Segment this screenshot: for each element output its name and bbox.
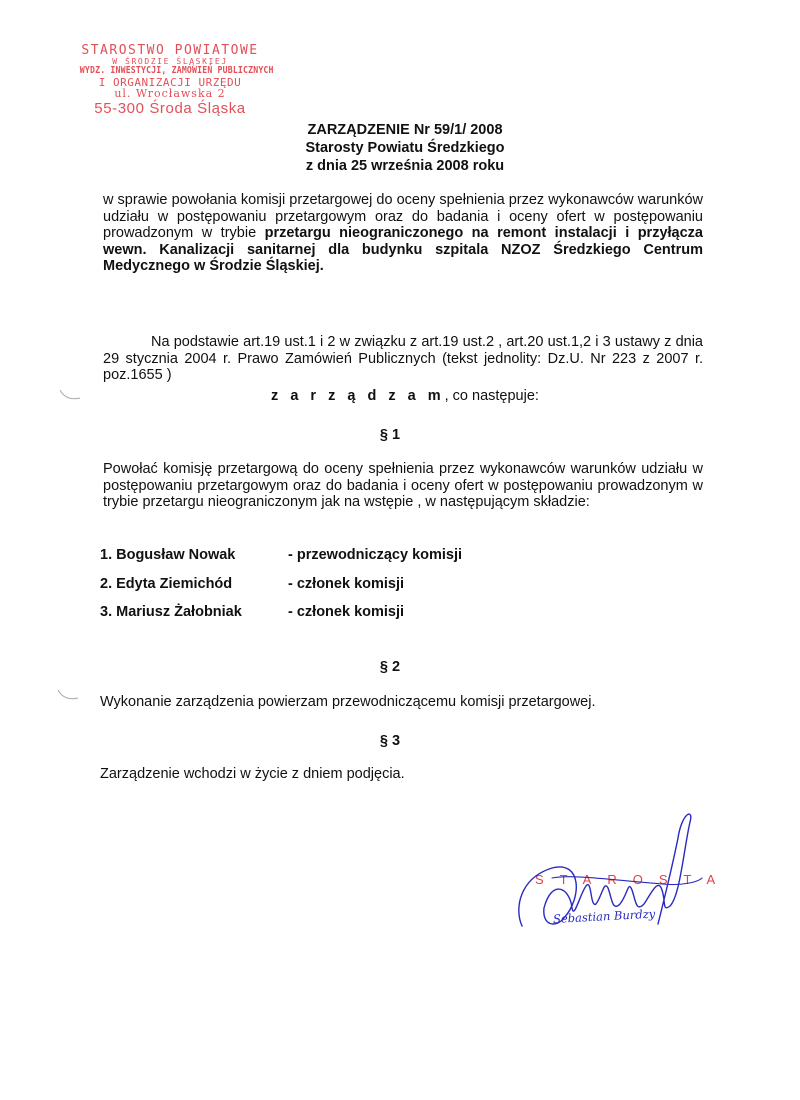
stamp-line-city: W ŚRODZIE ŚLĄSKIEJ bbox=[112, 56, 228, 66]
document-title-label: ZARZĄDZENIE Nr bbox=[307, 122, 430, 138]
office-stamp bbox=[60, 44, 280, 116]
punch-hole-mark bbox=[58, 388, 82, 402]
member-role: - przewodniczący komisji bbox=[288, 547, 463, 563]
decree-rest: , co następuje: bbox=[444, 388, 539, 404]
subject-plain: w sprawie powołania komisji przetargowej do oceny spełnienia przez wykonawców warunków udziału w postępowaniu przetargowym oraz do badania i oceny ofert w postępowaniu prowadzonym w trybie bbox=[103, 192, 703, 241]
member-role: - członek komisji bbox=[288, 604, 405, 620]
decree-line bbox=[270, 388, 540, 404]
document-number: 59/1/ 2008 bbox=[433, 122, 503, 138]
member-name: 1. Bogusław Nowak bbox=[100, 547, 236, 563]
member-row bbox=[100, 604, 520, 633]
section-2-body: Wykonanie zarządzenia powierzam przewodniczącemu komisji przetargowej. bbox=[100, 694, 596, 710]
member-name: 2. Edyta Ziemichód bbox=[100, 575, 233, 592]
member-row bbox=[100, 576, 520, 605]
section-3-heading: § 3 bbox=[379, 733, 401, 749]
legal-basis: Na podstawie art.19 ust.1 i 2 w związku z art.19 ust.2 , art.20 ust.1,2 i 3 ustawy z dnia 29 stycznia 2004 r. Prawo Zamówień Publicznych (tekst jednolity: Dz.U. Nr 223 z 2007 r. poz.1655 ) bbox=[103, 334, 703, 383]
member-role: - członek komisji bbox=[288, 575, 405, 592]
document-header bbox=[270, 121, 540, 175]
stamp-line-department-2: I ORGANIZACJI URZĘDU bbox=[98, 75, 242, 89]
document-subject bbox=[103, 192, 703, 275]
committee-members bbox=[100, 547, 520, 633]
stamp-line-street: ul. Wrocławska 2 bbox=[114, 87, 226, 101]
section-3-body: Zarządzenie wchodzi w życie z dniem podjęcia. bbox=[100, 766, 405, 782]
signature-title-stamp: STAROSTA bbox=[535, 872, 732, 887]
punch-hole-mark bbox=[56, 688, 80, 702]
section-1-heading: § 1 bbox=[379, 427, 401, 443]
stamp-line-department: WYDZ. INWESTYCJI, ZAMÓWIEŃ PUBLICZNYCH bbox=[79, 65, 274, 77]
member-row bbox=[100, 547, 520, 576]
document-title bbox=[270, 121, 540, 139]
signature-name-stamp: Sebastian Burdzy bbox=[552, 906, 656, 926]
section-2-heading: § 2 bbox=[379, 659, 401, 675]
stamp-line-office: STAROSTWO POWIATOWE bbox=[81, 43, 259, 58]
stamp-line-postal: 55-300 Środa Śląska bbox=[94, 99, 246, 117]
section-1-body: Powołać komisję przetargową do oceny spełnienia przez wykonawców warunków udziału w postępowaniu przetargowym oraz do badania i oceny ofert w postępowaniu prowadzonym w trybie przetargu nieograniczonym jak na wstępie , w następującym składzie: bbox=[103, 461, 703, 510]
subject-bold: przetargu nieograniczonego na remont instalacji i przyłącza wewn. Kanalizacji sanitarnej dla budynku szpitala NZOZ Średzkiego Centrum Medycznego w Środzie Śląskiej. bbox=[103, 225, 703, 274]
member-name: 3. Mariusz Żałobniak bbox=[100, 604, 242, 620]
decree-word: z a r z ą d z a m bbox=[271, 388, 445, 404]
document-date: z dnia 25 września 2008 roku bbox=[305, 158, 505, 174]
document-issuer: Starosty Powiatu Średzkiego bbox=[305, 140, 505, 156]
